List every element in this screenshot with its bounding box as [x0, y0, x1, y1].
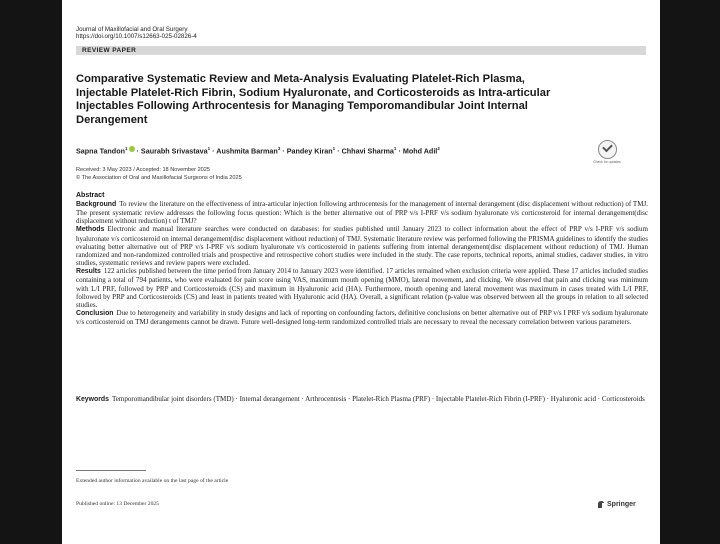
author-separator: · [398, 146, 401, 156]
abstract-section-text: Electronic and manual literature searches were conducted on databases: for studies published until January 2023 to collect information about the effect of PRP v/s I-PRF v/s sodium hyaluronate v/s corticosteroid on internal derangement(disc displacement without reduction) of TMJ. Systematic literature review was performed following the PRISMA guidelines to identify the studies evaluating better alternative out of PRP v/s I-PRF v/s sodium hyaluronate v/s corticosteroid in patients suffering from internal derangement(disc displacement without reduction) of TMJ. Human randomized and non-randomized controlled trials and prospective and retrospective cohort studies were included in the study. The case reports, technical reports, animal studies, cadaver studies, in vitro studies, systematic reviews and review papers were excluded. [76, 225, 648, 268]
section-label: REVIEW PAPER [82, 47, 137, 54]
author-name: Mohd Adil [402, 146, 438, 156]
author-name: Aushmita Barman [216, 146, 278, 156]
section-bar [76, 46, 646, 55]
abstract-section-text: 122 articles published between the time period from January 2014 to January 2023 were identified. 17 articles remained when exclusion criteria were applied. These 17 articles included studies containing a total of 794 patients, who were evaluated for pain score using VAS, maximum mouth opening (MMO), lateral movement, and clicking. We observed that pain and clicking was minimum with L/I PRF, followed by PRP and Corticosteroids (CS) and maximum in Hyaluronic acid (HA). Furthermore, mouth opening and lateral movement was maximum in cases treated with L/I PRF, followed by PRP and Corticosteroids (CS) and least in patients treated with Hyaluronic acid (HA). Overall, a significant relation (p-value was observed between all the groups in relation to all selected studies. [76, 267, 648, 309]
keywords-label: Keywords [76, 396, 109, 403]
abstract-section-label: Results [76, 268, 101, 276]
author-affiliation: 2 [437, 146, 440, 151]
viewer-frame-right [660, 0, 720, 544]
abstract-section-label: Conclusion [76, 310, 114, 318]
author-info-footnote: Extended author information available on the last page of the article [76, 478, 229, 484]
abstract-section-text: Due to heterogeneity and variability in study designs and lack of reporting on confounding factors, definitive conclusions on better alternative out of PRP v/s I PRF v/s sodium hyaluronate v/s corticosteroid on TMJ derangements cannot be drawn. Future well-designed long-term randomized controlled trials are necessary to reveal the necessary correlation between various parameters. [76, 309, 648, 327]
author-affiliation: 1 [332, 146, 336, 151]
article-title: Comparative Systematic Review and Meta-Analysis Evaluating Platelet-Rich Plasma, Injectable Platelet-Rich Fibrin, Sodium Hyaluronate, and Corticosteroids as Intra-articular Injectables Following Arthrocentesis for Managing Temporomandibular Joint Internal Derangement [76, 73, 551, 126]
author-name: Chhavi Sharma [341, 146, 394, 156]
received-accepted-dates: Received: 3 May 2023 / Accepted: 18 November 2025 [76, 167, 211, 173]
author-affiliation: 1 [393, 146, 397, 151]
paper-page [62, 0, 660, 544]
published-date: Published online: 13 December 2025 [76, 501, 159, 507]
abstract-section [76, 267, 648, 309]
author-name: Saurabh Srivastava [140, 146, 208, 156]
check-for-updates-icon[interactable] [598, 140, 617, 159]
abstract-section-text: To review the literature on the effectiveness of intra-articular injection following arthrocentesis for the management of internal derangement (disc displacement without reduction) of TMJ. The present systematic review addresses the following focus question: Which is the better alternative out of PRP v/s I-PRF v/s sodium hyaluronate v/s corticosteroid for internal derangement(disc displacement without reduction) t of TMJ? [76, 200, 648, 226]
author-separator: · [136, 146, 139, 156]
abstract-section-label: Methods [76, 226, 105, 234]
author-separator: · [337, 146, 340, 156]
abstract-section [76, 309, 648, 326]
viewer-frame-left [0, 0, 62, 544]
author-separator: · [212, 146, 215, 156]
abstract-body [76, 200, 648, 326]
author-affiliation: 1 [124, 146, 128, 151]
abstract-section-label: Background [76, 201, 117, 208]
footnote-divider [76, 470, 146, 471]
doi-link[interactable]: https://doi.org/10.1007/s12663-025-02826-4 [76, 33, 197, 40]
abstract-section [76, 200, 648, 225]
author-name: Pandey Kiran [286, 146, 333, 156]
keywords-block [76, 395, 648, 404]
author-separator: · [282, 146, 285, 156]
keywords-text: Temporomandibular joint disorders (TMD) · Internal derangement · Arthrocentesis · Platelet-Rich Plasma (PRF) · Injectable Platelet-Rich Fibrin (I-PRF) · Hyaluronic acid · Corticosteroids [111, 395, 645, 403]
springer-horse-icon [597, 500, 605, 509]
author-affiliation: 1 [207, 146, 211, 151]
abstract-section [76, 225, 648, 267]
publisher-logo [597, 500, 636, 509]
copyright-line: © The Association of Oral and Maxillofacial Surgeons of India 2025 [76, 174, 242, 181]
publisher-name: Springer [607, 501, 636, 508]
dates-block [76, 167, 242, 182]
abstract-heading: Abstract [76, 192, 105, 199]
journal-name: Journal of Maxillofacial and Oral Surgery [76, 26, 188, 33]
author-list [76, 146, 440, 155]
author-affiliation: 3 [277, 146, 281, 151]
author-name: Sapna Tandon [76, 146, 125, 156]
orcid-icon[interactable] [129, 146, 135, 152]
check-for-updates-label: Check for updates [593, 160, 621, 164]
